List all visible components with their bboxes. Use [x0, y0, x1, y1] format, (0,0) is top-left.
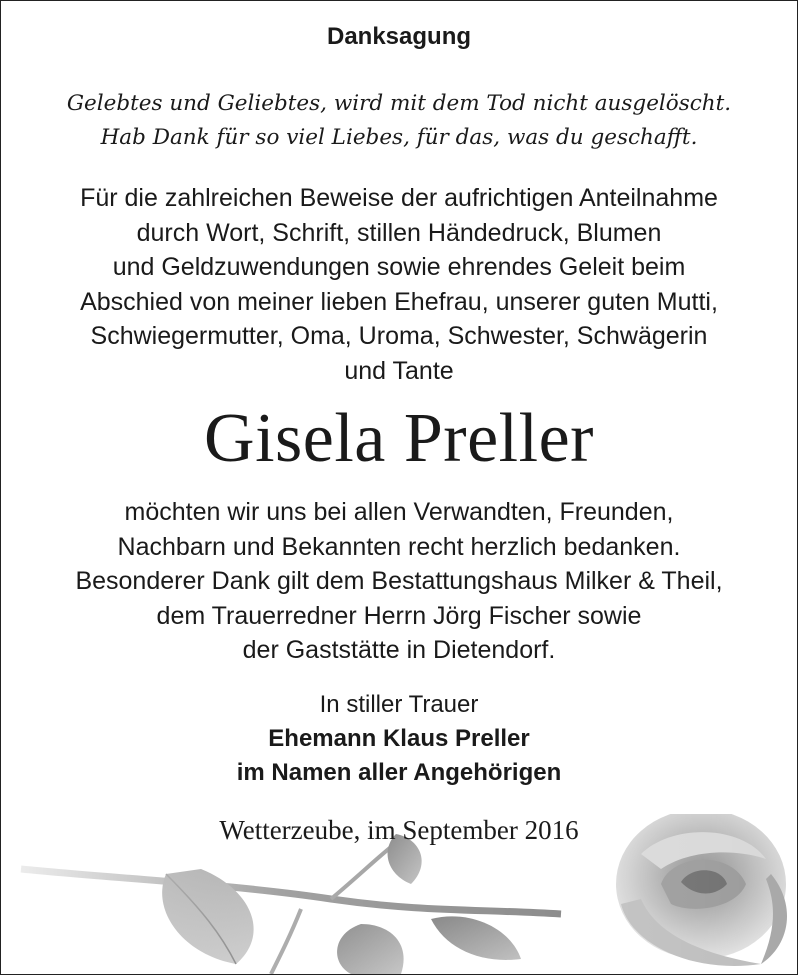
intro-line: Für die zahlreichen Beweise der aufrichtigen Anteilnahme	[80, 184, 718, 212]
thanks-paragraph	[1, 495, 797, 668]
intro-line: Abschied von meiner lieben Ehefrau, unserer guten Mutti,	[80, 287, 718, 316]
thanks-line: Nachbarn und Bekannten recht herzlich bedanken.	[117, 532, 681, 561]
intro-paragraph	[1, 181, 797, 388]
signature-block	[1, 688, 797, 790]
thanks-line: möchten wir uns bei allen Verwandten, Freunden,	[124, 498, 674, 526]
intro-line: und Tante	[344, 356, 454, 385]
place-date: Wetterzeube, im September 2016	[219, 815, 579, 845]
deceased-name: Gisela Preller	[204, 400, 594, 477]
intro-line: und Geldzuwendungen sowie ehrendes Geleit beim	[112, 253, 686, 281]
thanks-line: dem Trauerredner Herrn Jörg Fischer sowie	[156, 601, 642, 630]
thanks-line: Besonderer Dank gilt dem Bestattungshaus Milker & Theil,	[75, 567, 723, 595]
thanks-line: der Gaststätte in Dietendorf.	[242, 636, 556, 664]
intro-line: Schwiegermutter, Oma, Uroma, Schwester, Schwägerin	[90, 322, 708, 350]
signature-intro: In stiller Trauer	[319, 691, 479, 718]
signature-name: Ehemann Klaus Preller	[268, 725, 530, 752]
verse-line: Gelebtes und Geliebtes, wird mit dem Tod nicht ausgelöscht.	[66, 91, 732, 116]
verse-line: Hab Dank für so viel Liebes, für das, was du geschafft.	[100, 125, 698, 150]
verse-block	[1, 87, 797, 155]
intro-line: durch Wort, Schrift, stillen Händedruck, Blumen	[136, 218, 662, 247]
signature-family: im Namen aller Angehörigen	[236, 759, 562, 786]
notice-heading: Danksagung	[326, 23, 472, 50]
